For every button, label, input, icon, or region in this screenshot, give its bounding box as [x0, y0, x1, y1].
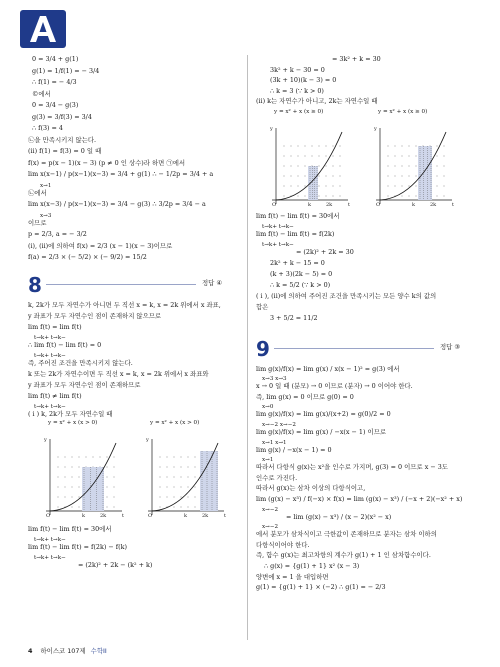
solution-line: 다항식이어야 한다. [256, 540, 310, 549]
solution-line: ∴ g(x) = {g(1) + 1} x² (x − 3) [264, 561, 360, 570]
solution-line: ㉡을 만족시키지 않는다. [28, 135, 97, 144]
solution-line: x→0 [262, 404, 274, 411]
solution-line: = 3k² + k = 30 [332, 55, 381, 63]
answer-label: 정답 ④ [202, 278, 223, 287]
question-number: 8 [28, 272, 42, 297]
subject-label: 수학II [90, 647, 107, 655]
graph-case-i-b [140, 419, 228, 519]
solution-line: t→k+ t→k− [262, 223, 294, 230]
graph-label: y = x² + x (x > 0) [150, 419, 200, 426]
svg-text:k: k [82, 512, 86, 519]
solution-line: ∴ k = 3 (∵ k > 0) [270, 86, 324, 95]
solution-line: p = 2/3, a = − 3/2 [28, 230, 87, 238]
page-footer [28, 646, 107, 655]
page-number: 4 [28, 647, 33, 655]
svg-text:k: k [184, 512, 188, 519]
svg-text:O: O [148, 512, 153, 519]
solution-line: ∴ lim f(t) − lim f(t) = 0 [28, 340, 102, 349]
solution-line: f(a) = 2/3 × (− 5/2) × (− 9/2) = 15/2 [28, 253, 147, 261]
solution-line: g(1) = {g(1) + 1} × (−2) ∴ g(1) = − 2/3 [256, 583, 386, 592]
solution-line: lim (g(x) − x³) / f(−x) × f(x) = lim (g(x) − x³) / (−x + 2)(−x² + x) [256, 494, 463, 503]
solution-line: x→−2 [262, 506, 279, 513]
solution-line: lim x(x−3) / p(x−1)(x−3) = 3/4 − g(3) ∴ 3/2p = 3/4 − a [28, 200, 206, 208]
svg-text:y: y [146, 436, 149, 443]
svg-text:y: y [374, 125, 377, 132]
svg-text:t: t [224, 512, 227, 519]
header-rule [274, 348, 434, 349]
solution-line: 양변에 x = 1 을 대입하면 [256, 572, 329, 581]
solution-line: t→k+ t→k− [34, 554, 66, 561]
solution-line: g(3) = 3/f(3) = 3/4 [32, 112, 92, 121]
svg-text:y: y [270, 125, 273, 132]
solution-line: x → 0 일 때 (분모) → 0 이므로 (분자) → 0 이어야 한다. [256, 382, 413, 391]
svg-text:O: O [376, 201, 381, 208]
svg-text:t: t [122, 512, 125, 519]
svg-text:2k: 2k [430, 201, 437, 208]
solution-line: g(1) = 1/f(1) = − 3/4 [32, 66, 100, 75]
solution-line: ( i ), (ii)에 의하여 주어진 조건을 만족시키는 모든 양수 k의 값의 [256, 291, 437, 300]
solution-line: lim g(x)/f(x) = lim g(x) / x(x − 1)² = g(3) 에서 [256, 364, 400, 373]
answer-label: 정답 ③ [440, 342, 461, 351]
solution-line: 따라서 g(x)는 삼차 이상의 다항식이고, [256, 484, 366, 493]
graph-case-i-a [38, 419, 126, 519]
solution-line: (3k + 10)(k − 3) = 0 [270, 76, 337, 84]
solution-line: lim x(x−1) / p(x−1)(x−3) = 3/4 + g(1) ∴ − 1/2p = 3/4 + a [28, 170, 214, 178]
graph-case-ii-a [264, 108, 352, 208]
solution-line: t→k+ t→k− [34, 403, 66, 410]
solution-line: 따라서 다항식 g(x)는 x²을 인수로 가지며, g(3) = 0 이므로 x − 3도 [256, 463, 448, 472]
solution-line: lim f(t) − lim f(t) = 30에서 [28, 524, 112, 533]
graph-label: y = x² + x (x ≥ 0) [378, 108, 428, 115]
solution-line: t→k+ t→k− [262, 241, 294, 248]
question-8-header [28, 273, 240, 297]
solution-line: k 또는 2k가 자연수이면 두 직선 x = k, x = 2k 위에서 x 좌표와 [28, 369, 209, 378]
solution-line: t→k+ t→k− [34, 536, 66, 543]
solution-line: t→k+ t→k− [34, 334, 66, 341]
solution-line: 3 + 5/2 = 11/2 [270, 313, 318, 322]
solution-line: (ii) f(1) = f(3) = 0 일 때 [28, 147, 102, 155]
solution-line: lim f(t) ≠ lim f(t) [28, 391, 82, 400]
graph-case-ii-b [368, 108, 456, 208]
svg-text:t: t [348, 201, 351, 208]
solution-line: 에서 분모가 삼차식이고 극한값이 존재하므로 분자는 삼차 이하의 [256, 530, 437, 539]
graph-label: y = x² + x (x ≥ 0) [274, 108, 324, 115]
solution-line: x→1 x→1 [262, 439, 287, 446]
solution-line: t→k+ t→k− [34, 352, 66, 359]
solution-line: lim f(t) − lim f(t) = 30에서 [256, 211, 340, 220]
svg-text:O: O [272, 201, 277, 208]
solution-line: x→1 [262, 457, 274, 464]
solution-line: ∴ f(3) = 4 [32, 124, 63, 132]
solution-line: y 좌표가 모두 자연수인 점이 존재하므로 [28, 380, 141, 389]
svg-text:2k: 2k [202, 512, 209, 519]
solution-line: (k + 3)(2k − 5) = 0 [270, 269, 333, 278]
svg-text:2k: 2k [100, 512, 107, 519]
solution-line: lim f(t) − lim f(t) = f(2k) [256, 229, 335, 238]
svg-text:k: k [412, 201, 416, 208]
solution-line: 3k² + k − 30 = 0 [270, 65, 325, 74]
solution-line: lim f(t) = lim f(t) [28, 322, 82, 331]
solution-line: = (2k)² + 2k − (k² + k) [78, 560, 153, 569]
svg-text:O: O [46, 512, 51, 519]
solution-line: 즉, 주어진 조건을 만족시키지 않는다. [28, 358, 133, 367]
solution-line: 이므로 [28, 218, 47, 227]
solution-line: 합은 [256, 302, 269, 311]
solution-line: ( i ) k, 2k가 모두 자연수일 때 [28, 409, 113, 418]
solution-line: 즉, 함수 g(x)는 최고차항의 계수가 g(1) + 1 인 삼차함수이다. [256, 551, 431, 560]
solution-line: y 좌표가 모두 자연수인 점이 존재하지 않으므로 [28, 311, 162, 320]
solution-line: x→3 x→3 [262, 376, 287, 383]
question-number: 9 [256, 336, 270, 361]
solution-line: ©에서 [32, 89, 51, 98]
solution-line: x→−2 x→−2 [262, 421, 296, 428]
solution-line: (ii) k는 자연수가 아니고, 2k는 자연수일 때 [256, 97, 378, 105]
solution-line: f(x) = p(x − 1)(x − 3) (p ≠ 0 인 상수)라 하면 ㉠에서 [28, 158, 186, 167]
solution-line: ∴ f(1) = − 4/3 [32, 78, 77, 86]
graph-label: y = x² + x (x > 0) [48, 419, 98, 426]
solution-line: lim g(x) / −x(x − 1) = 0 [256, 445, 332, 454]
question-9-header [256, 337, 478, 361]
publisher-logo [20, 8, 66, 50]
svg-text:y: y [44, 436, 47, 443]
svg-text:t: t [452, 201, 455, 208]
solution-line: lim g(x)/f(x) = lim g(x)/(x+2) = g(0)/2 = 0 [256, 410, 391, 419]
book-title: 하이스코 107제 [40, 647, 86, 655]
solution-line: x→−2 [262, 524, 279, 531]
solution-line: x→1 [40, 182, 52, 189]
solution-line: = lim (g(x) − x³) / (x − 2)(x² − x) [286, 512, 392, 521]
solution-line: 0 = 3/4 + g(1) [32, 55, 79, 63]
solution-line: ㉡에서 [28, 188, 47, 197]
solution-line: k, 2k가 모두 자연수가 아니면 두 직선 x = k, x = 2k 위에서 x 좌표, [28, 300, 221, 309]
solution-line: 즉, lim g(x) = 0 이므로 g(0) = 0 [256, 392, 354, 401]
solution-line: ∴ k = 5/2 (∵ k > 0) [270, 280, 331, 289]
solution-line: x→3 [40, 212, 52, 219]
solution-line: lim g(x)/f(x) = lim g(x) / −x(x − 1) 이므로 [256, 427, 387, 436]
solution-line: = (2k)² + 2k = 30 [296, 247, 354, 256]
solution-line: (i), (ii)에 의하여 f(x) = 2/3 (x − 1)(x − 3)이므로 [28, 241, 173, 250]
solution-line: 2k² + k − 15 = 0 [270, 258, 325, 267]
column-divider [247, 55, 248, 640]
solution-line: lim f(t) − lim f(t) = f(2k) − f(k) [28, 542, 127, 551]
svg-text:k: k [308, 201, 312, 208]
solution-line: 인수로 가진다. [256, 473, 298, 482]
solution-line: 0 = 3/4 − g(3) [32, 101, 79, 109]
header-rule [46, 284, 196, 285]
svg-text:2k: 2k [326, 201, 333, 208]
